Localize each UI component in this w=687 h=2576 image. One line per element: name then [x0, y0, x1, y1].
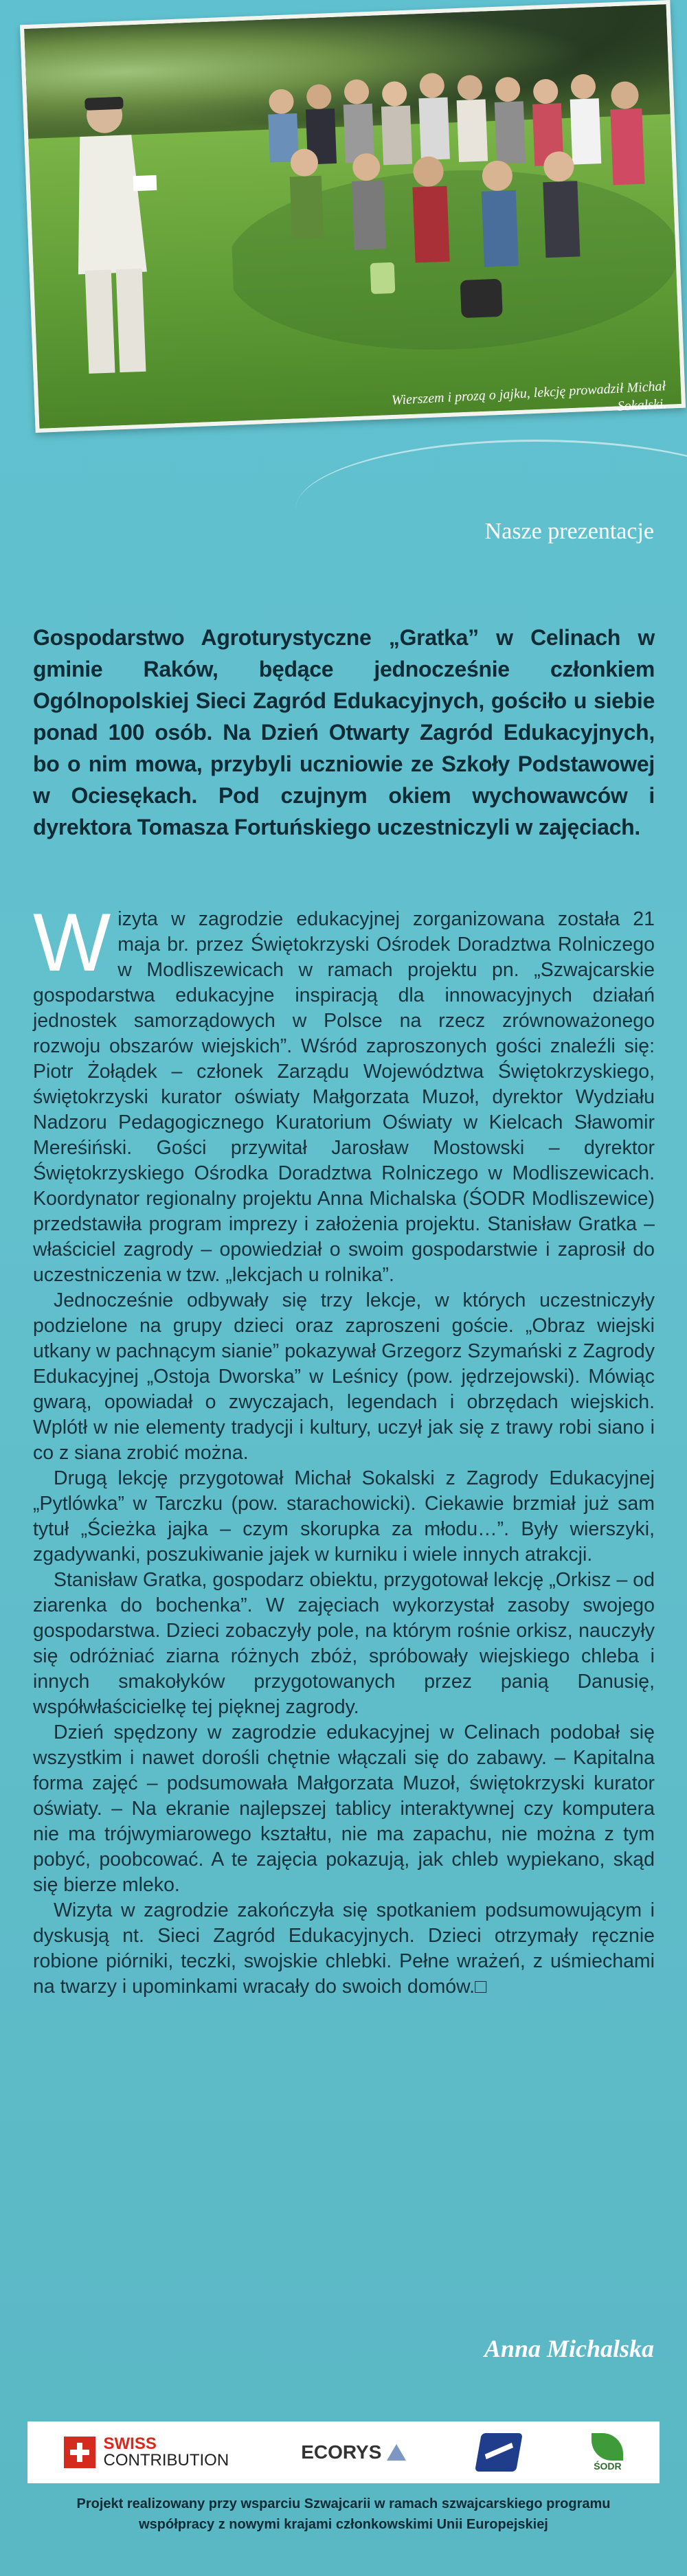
body-paragraph-2: Jednocześnie odbywały się trzy lekcje, w których uczestniczyły podzielone na grupy dzieci oraz zaproszeni goście. „Obraz wiejski utkany w pachnącym sianie” pokazywał Grzegorz Szymański z Zagrody Edukacyjnej „Ostoja Dworska” w Leśnicy (pow. jędrzejowski). Mówiąc gwarą, opowiadał o zwyczajach, legendach i obrzędach wiejskich. Wplótł w nie elementy tradycji i kultury, uczył jak się z trawy robi siano i co z siana zrobić można. — [33, 1289, 655, 1464]
body-paragraph-6: Wizyta w zagrodzie zakończyła się spotkaniem podsumowującym i dyskusją nt. Sieci Zagród Edukacyjnych. Dzieci otrzymały ręcznie robione piórniki, teczki, swojskie chlebki. Pełne wrażeń, z uśmiechami na twarzy i upominkami wracały do swoich domów.□ — [33, 1899, 655, 1998]
swiss-contribution-text — [104, 2436, 229, 2469]
photo-caption: Wierszem i prozą o jajku, lekcję prowadził Michał Sokalski. — [391, 379, 667, 414]
photo-children-group — [225, 45, 684, 385]
swiss-contribution-logo — [64, 2436, 229, 2469]
sponsor-logos-bar — [27, 2421, 660, 2483]
dropcap-letter: W — [33, 896, 111, 988]
body-paragraph-1 — [33, 896, 655, 1288]
swiss-flag-icon — [64, 2437, 95, 2468]
photo-teacher-figure — [54, 86, 169, 392]
project-funding-note: Projekt realizowany przy wsparciu Szwajcarii w ramach szwajcarskiego programu współpracy z nowymi krajami członkowskimi Unii Europejskiej — [76, 2496, 611, 2532]
section-label: Nasze prezentacje — [484, 519, 654, 544]
ecorys-triangle-icon — [387, 2444, 406, 2461]
author-signature: Anna Michalska — [484, 2335, 654, 2362]
body-paragraph-4: Stanisław Gratka, gospodarz obiektu, przygotował lekcję „Orkisz – od ziarenka do bochenka”. W zajęciach wykorzystał zasoby swojego gospodarstwa. Dzieci zobaczyły pole, na którym rośnie orkisz, nauczyły się odróżniać ziarna różnych zbóż, spróbowały wiejskiego chleba i innych smakołyków przygotowanych przez panią Danusię, współwłaścicielkę tej pięknej zagrody. — [33, 1569, 655, 1718]
body-paragraph-3: Drugą lekcję przygotował Michał Sokalski z Zagrody Edukacyjnej „Pytlówka” w Tarczku (pow. starachowicki). Ciekawie brzmiał już sam tytuł „Ścieżka jajka – czym skorupka za młodu…”. Były wierszyki, zgadywanki, poszukiwanie jajek w kurniku i wiele innych atrakcji. — [33, 1467, 655, 1566]
body-paragraph-5: Dzień spędzony w zagrodzie edukacyjnej w Celinach podobał się wszystkim i nawet dorośli chętnie włączali się do zabawy. – Kapitalna forma zajęć – podsumowała Małgorzata Muzoł, świętokrzyski kurator oświaty. – Na ekranie najlepszej tablicy interaktywnej czy komputera nie ma trójwymiarowego kształtu, nie ma zapachu, nie można z tym pobyć, poobcować. A te zajęcia pokazują, jak chleb wypiekano, skąd się bierze mleko. — [33, 1721, 655, 1896]
swiss-text-line1: SWISS — [103, 2434, 157, 2453]
article-body — [33, 896, 655, 2000]
body-paragraph-1-text: izyta w zagrodzie edukacyjnej zorganizowana została 21 maja br. przez Świętokrzyski Ośrodek Doradztwa Rolniczego w Modliszewicach w ramach projektu pn. „Szwajcarskie gospodarstwa edukacyjne inspiracją dla innowacyjnych działań jednostek samorządowych w Polsce na rzecz zrównoważonego rozwoju obszarów wiejskich”. Wśród zaproszonych gości znaleźli się: Piotr Żołądek – członek Zarządu Województwa Świętokrzyskiego, świętokrzyski kurator oświaty Małgorzata Muzoł, dyrektor Wydziału Nadzoru Pedagogicznego Kuratorium Oświaty w Kielcach Sławomir Mereśiński. Gości przywitał Jarosław Mostowski – dyrektor Świętokrzyskiego Ośrodka Doradztwa Rolniczego w Modliszewicach. Koordynator regionalny projektu Anna Michalska (ŚODR Modliszewice) przedstawiła program imprezy i założenia projektu. Stanisław Gratka – właściciel zagrody – opowiedział o swoim gospodarstwie i zaprosił do uczestniczenia w tzw. „lekcjach u rolnika”. — [33, 908, 655, 1286]
sodr-leaf-icon — [592, 2433, 623, 2461]
ecorys-logo — [301, 2441, 406, 2463]
ecorys-text: ECORYS — [301, 2441, 382, 2463]
partner-blue-logo-icon — [475, 2433, 523, 2472]
sodr-logo-text: ŚODR — [594, 2461, 622, 2472]
decorative-arc — [295, 440, 687, 579]
lead-paragraph: Gospodarstwo Agroturystyczne „Gratka” w Celinach w gminie Raków, będące jednocześnie członkiem Ogólnopolskiej Sieci Zagród Edukacyjnych, gościło u siebie ponad 100 osób. Na Dzień Otwarty Zagród Edukacyjnych, bo o nim mowa, przybyli uczniowie ze Szkoły Podstawowej w Ociesękach. Pod czujnym okiem wychowawców i dyrektora Tomasza Fortuńskiego uczestniczyli w zajęciach. — [33, 625, 655, 839]
sodr-logo — [592, 2433, 623, 2472]
top-photo — [20, 0, 686, 433]
swiss-text-line2: CONTRIBUTION — [103, 2451, 229, 2470]
